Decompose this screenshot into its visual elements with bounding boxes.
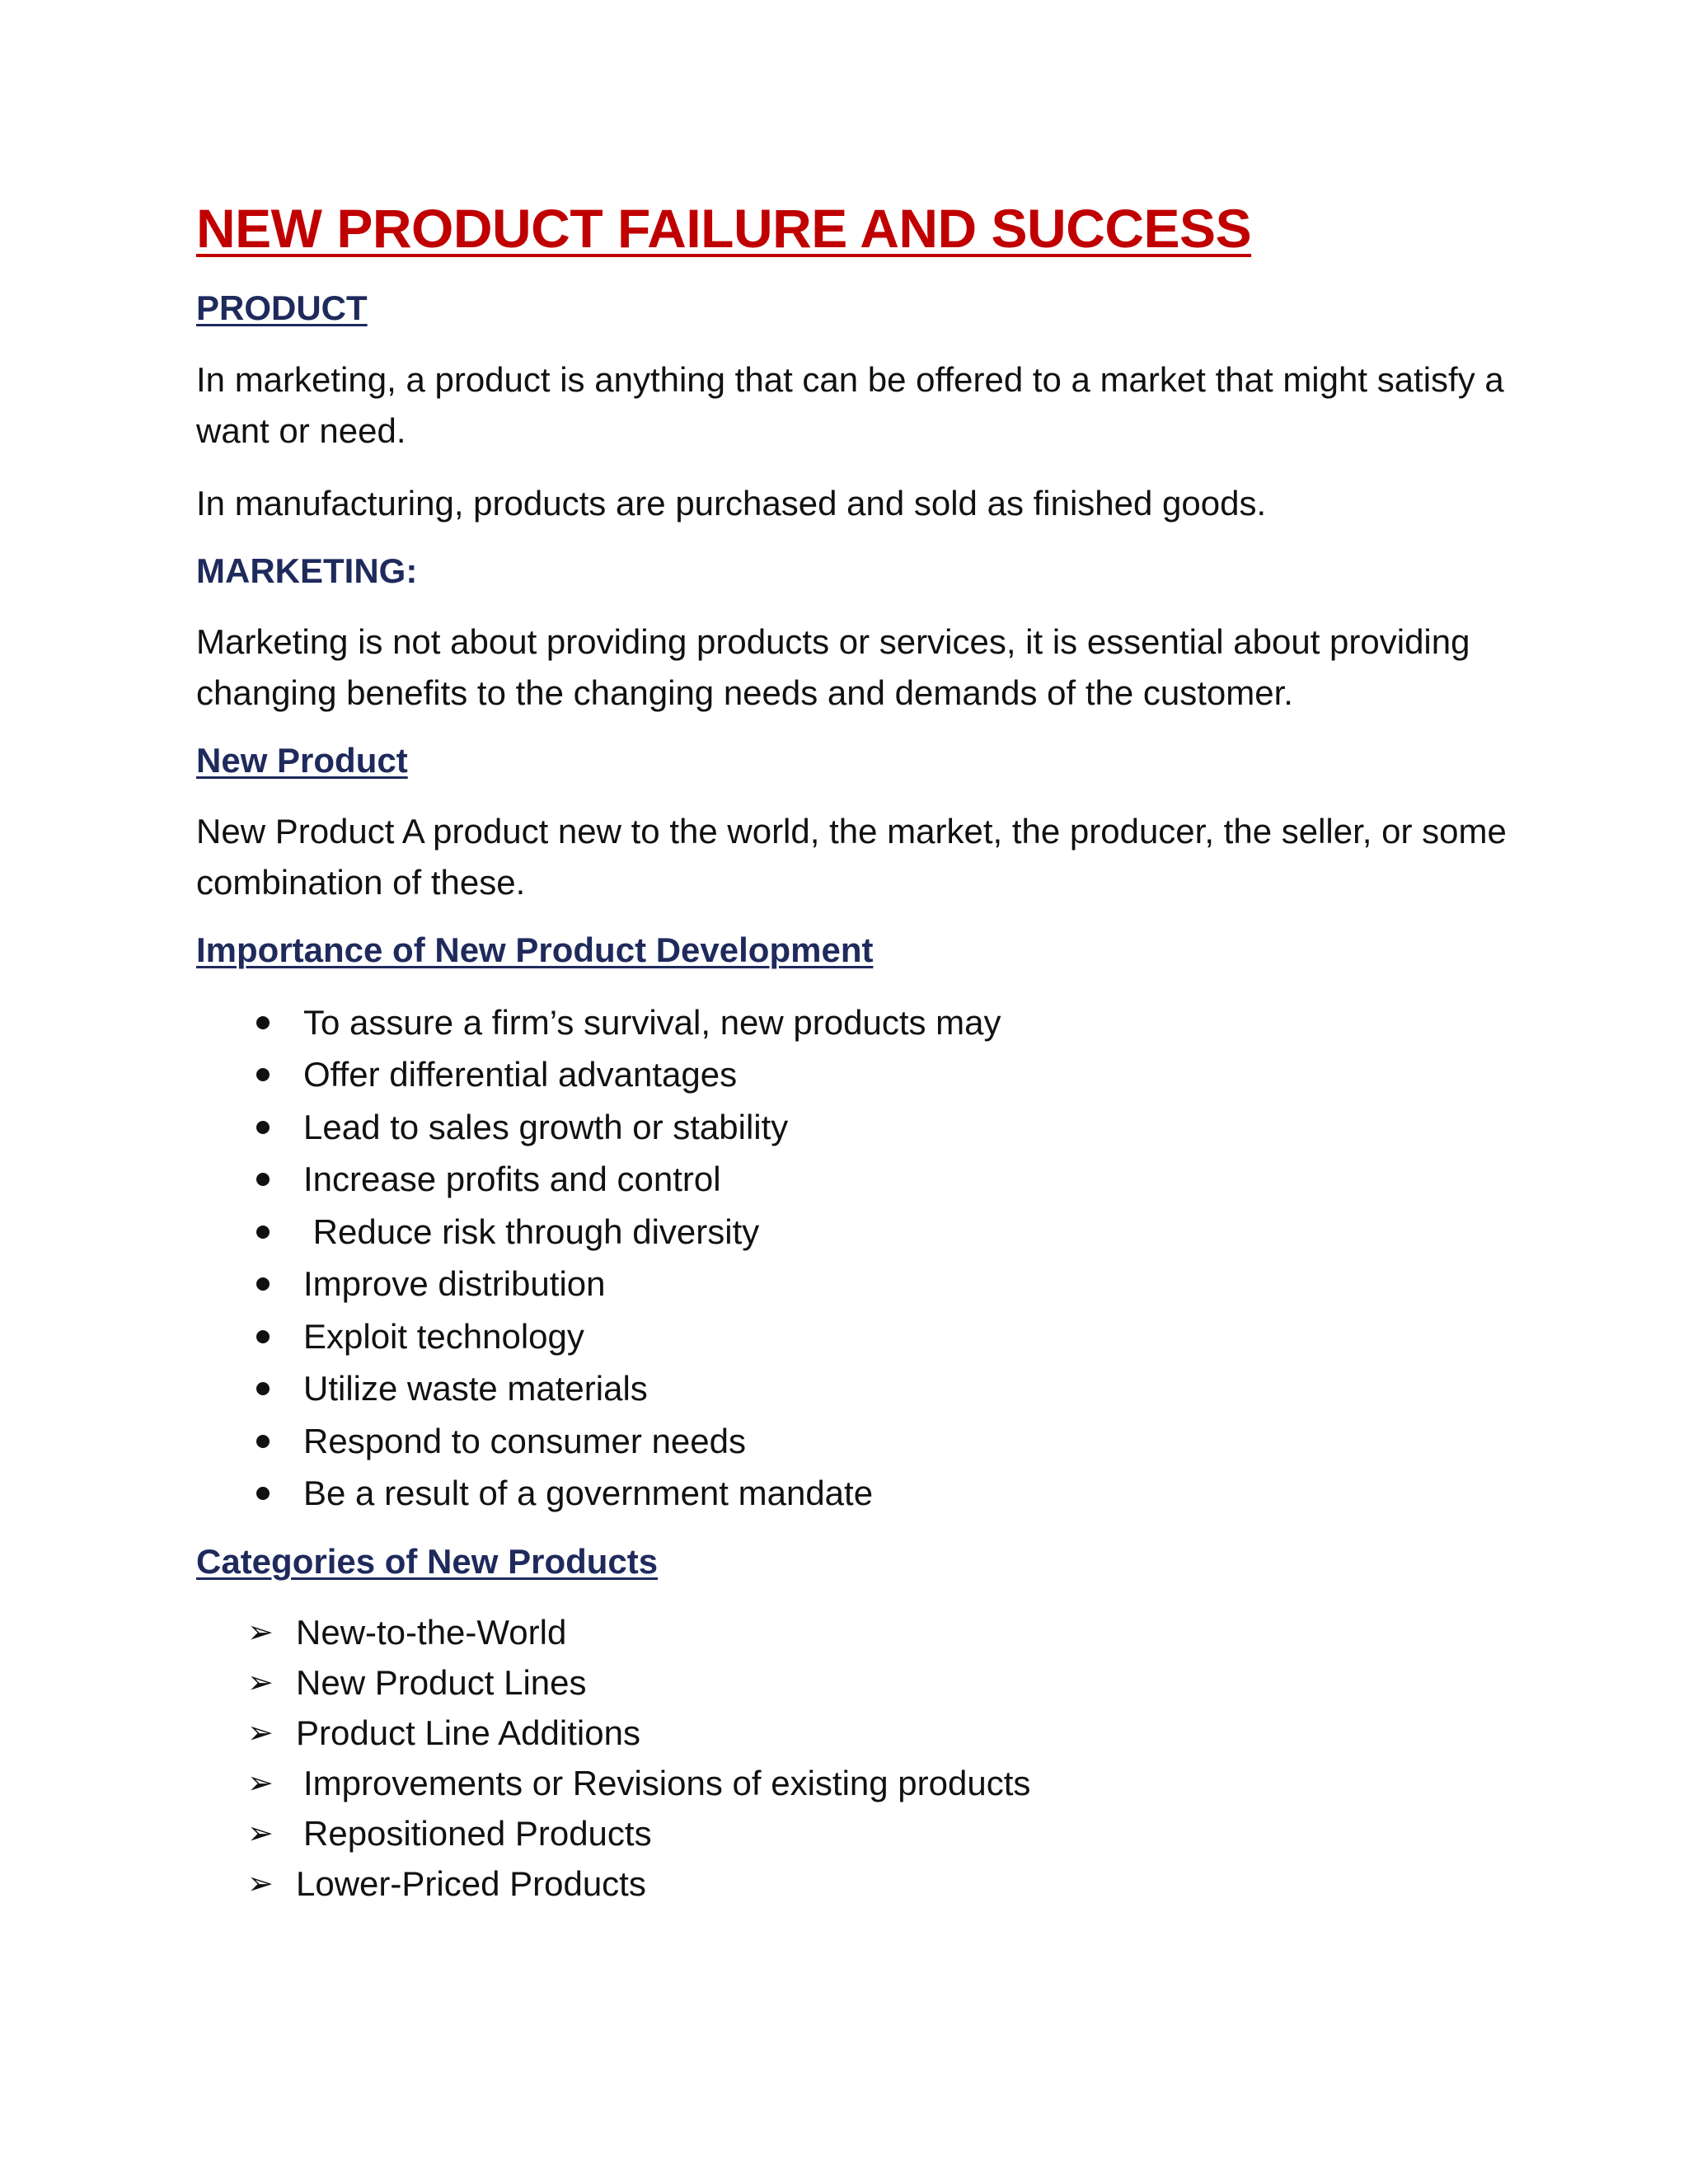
section-heading-product: PRODUCT (196, 288, 368, 328)
list-item-text: New-to-the-World (296, 1613, 567, 1652)
product-paragraph: In marketing, a product is anything that can be offered to a market that might satisfy a want or need. (196, 359, 1504, 450)
list-item (196, 1657, 1515, 1708)
product-paragraph: In manufacturing, products are purchased and sold as finished goods. (196, 483, 1267, 523)
section-heading-new-product: New Product (196, 740, 408, 780)
list-item (196, 996, 1515, 1049)
bullet-dot-icon (256, 1435, 270, 1448)
list-item-text: Increase profits and control (303, 1160, 721, 1199)
bullet-dot-icon (256, 1173, 270, 1186)
list-item (196, 1206, 1515, 1258)
list-item-text: Lead to sales growth or stability (303, 1107, 789, 1146)
arrowhead-bullet-icon: ➢ (247, 1664, 274, 1701)
list-item-text: Respond to consumer needs (303, 1421, 746, 1460)
list-item (196, 1415, 1515, 1468)
list-item-text: Product Line Additions (296, 1713, 640, 1753)
new-product-paragraph: New Product A product new to the world, the market, the producer, the seller, or some combination of these. (196, 812, 1507, 902)
list-item-text: To assure a firm’s survival, new products may (303, 1002, 1001, 1042)
bullet-dot-icon (256, 1382, 270, 1395)
bullet-dot-icon (256, 1277, 270, 1291)
list-item (196, 1808, 1515, 1858)
list-item-text: Exploit technology (303, 1316, 584, 1356)
bullet-dot-icon (256, 1121, 270, 1134)
bullet-dot-icon (256, 1016, 270, 1029)
arrowhead-bullet-icon: ➢ (247, 1765, 274, 1802)
arrowhead-bullet-icon: ➢ (247, 1865, 274, 1902)
list-item-text: New Product Lines (296, 1663, 587, 1703)
list-item-text: Reduce risk through diversity (303, 1212, 760, 1251)
arrowhead-bullet-icon: ➢ (247, 1714, 274, 1751)
list-item (196, 1153, 1515, 1206)
categories-list (196, 1607, 1515, 1909)
section-heading-categories: Categories of New Products (196, 1541, 659, 1581)
section-heading-importance: Importance of New Product Development (196, 930, 874, 970)
list-item (196, 1101, 1515, 1154)
list-item-text: Improvements or Revisions of existing products (303, 1764, 1031, 1803)
list-item (196, 1048, 1515, 1101)
list-item (196, 1708, 1515, 1758)
list-item (196, 1467, 1515, 1520)
document-body (196, 196, 1515, 1909)
bullet-dot-icon (256, 1330, 270, 1343)
list-item-text: Improve distribution (303, 1264, 606, 1304)
bullet-dot-icon (256, 1226, 270, 1239)
list-item (196, 1607, 1515, 1657)
list-item (196, 1758, 1515, 1808)
list-item-text: Be a result of a government mandate (303, 1474, 874, 1513)
list-item-text: Utilize waste materials (303, 1369, 648, 1408)
list-item (196, 1310, 1515, 1363)
bullet-dot-icon (256, 1487, 270, 1500)
marketing-paragraph: Marketing is not about providing products or services, it is essential about providing changing benefits to the changing needs and demands of the customer. (196, 621, 1470, 712)
importance-list (196, 996, 1515, 1520)
list-item (196, 1858, 1515, 1909)
list-item (196, 1362, 1515, 1415)
list-item-text: Repositioned Products (303, 1814, 652, 1854)
list-item-text: Offer differential advantages (303, 1055, 738, 1094)
document-title: NEW PRODUCT FAILURE AND SUCCESS (196, 198, 1252, 259)
list-item-text: Lower-Priced Products (296, 1864, 646, 1904)
bullet-dot-icon (256, 1068, 270, 1081)
section-heading-marketing: MARKETING: (196, 551, 418, 590)
arrowhead-bullet-icon: ➢ (247, 1815, 274, 1852)
arrowhead-bullet-icon: ➢ (247, 1614, 274, 1651)
list-item (196, 1258, 1515, 1310)
